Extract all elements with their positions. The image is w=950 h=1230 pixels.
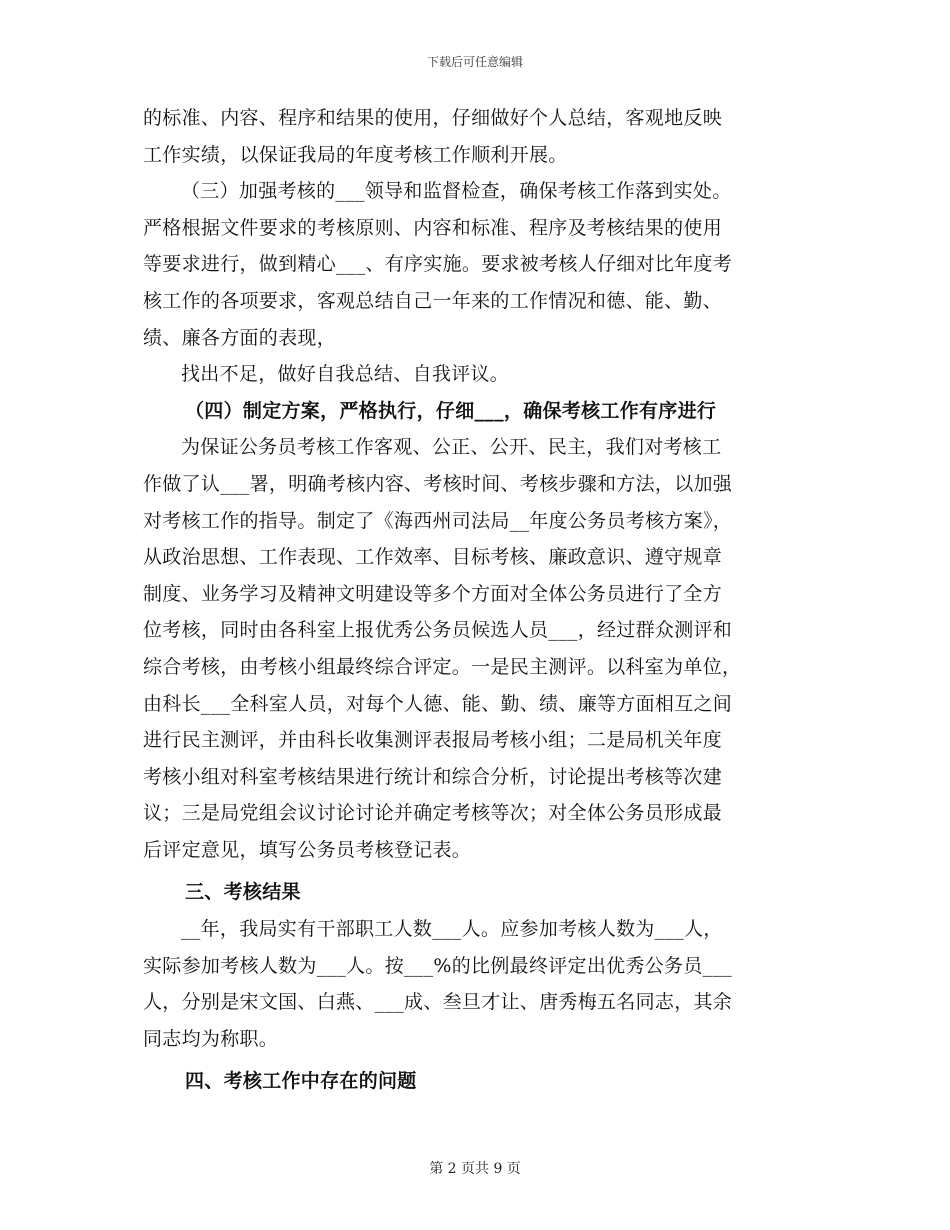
paragraph-line: 绩、廉各方面的表现， [143,326,337,349]
paragraph-line: 由科长___全科室人员，对每个人德、能、勤、绩、廉等方面相互之间 [143,692,733,715]
document-body [143,100,808,1100]
paragraph-line: 后评定意见，填写公务员考核登记表。 [143,838,472,861]
paragraph-line: 找出不足，做好自我总结、自我评议。 [181,363,510,386]
paragraph-line: 的标准、内容、程序和结果的使用，仔细做好个人总结，客观地反映 [143,107,723,129]
paragraph-line: 同志均为称职。 [143,1027,279,1050]
paragraph-line: 核工作的各项要求，客观总结自己一年来的工作情况和德、能、勤、 [143,289,723,312]
paragraph-line: （三）加强考核的___领导和监督检查，确保考核工作落到实处。 [181,180,732,203]
paragraph-line: 实际参加考核人数为___人。按___%的比例最终评定出优秀公务员___ [143,954,733,977]
paragraph-line: 对考核工作的指导。制定了《海西州司法局__年度公务员考核方案》， [143,509,733,532]
paragraph-line: 进行民主测评，并由科长收集测评表报局考核小组；二是局机关年度 [143,729,723,752]
page-header: 下载后可任意编辑 [426,55,523,69]
paragraph-line: 等要求进行，做到精心___、有序实施。要求被考核人仔细对比年度考 [143,253,733,276]
paragraph-line: 为保证公务员考核工作客观、公正、公开、民主，我们对考核工 [181,436,722,459]
paragraph-line: 作做了认___署，明确考核内容、考核时间、考核步骤和方法，以加强 [143,472,733,495]
paragraph-line: 严格根据文件要求的考核原则、内容和标准、程序及考核结果的使用 [143,216,723,239]
paragraph-line: 议；三是局党组会议讨论讨论并确定考核等次；对全体公务员形成最 [143,802,723,825]
paragraph-line: 制度、业务学习及精神文明建设等多个方面对全体公务员进行了全方 [143,582,723,605]
section-heading: 三、考核结果 [185,881,301,904]
page-footer: 第 2 页共 9 页 [429,1161,521,1177]
section-subheading: （四）制定方案，严格执行，仔细___，确保考核工作有序进行 [185,399,717,422]
section-heading: 四、考核工作中存在的问题 [185,1070,417,1093]
paragraph-line: 位考核，同时由各科室上报优秀公务员候选人员___，经过群众测评和 [143,619,733,642]
paragraph-line: 考核小组对科室考核结果进行统计和综合分析，讨论提出考核等次建 [143,765,723,788]
paragraph-line: __年，我局实有干部职工人数___人。应参加考核人数为___人， [181,918,723,941]
paragraph-line: 从政治思想、工作表现、工作效率、目标考核、廉政意识、遵守规章 [143,546,723,569]
paragraph-line: 人，分别是宋文国、白燕、___成、叁旦才让、唐秀梅五名同志，其余 [143,991,733,1014]
paragraph-line: 综合考核，由考核小组最终综合评定。一是民主测评。以科室为单位， [143,655,742,678]
paragraph-line: 工作实绩，以保证我局的年度考核工作顺利开展。 [143,143,568,166]
